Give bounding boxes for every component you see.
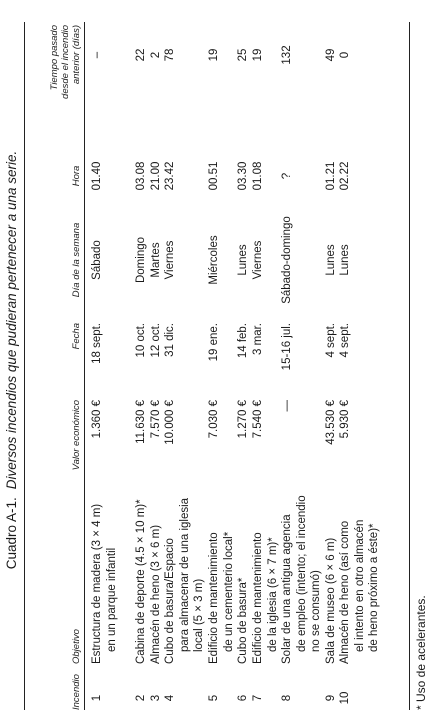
- header-objetivo: Objetivo: [71, 629, 82, 664]
- cell-objetivo: en un parque infantil: [105, 547, 118, 652]
- cell-objetivo: local (5 × 3 m): [193, 578, 205, 652]
- cell-hora: 23.42: [164, 161, 176, 191]
- cell-objetivo: Cubo de basura/Espacio: [164, 538, 176, 664]
- cell-hora: 21.00: [150, 161, 162, 191]
- cell-dia: Martes: [150, 242, 162, 278]
- cell-valor: 7.030 €: [208, 400, 220, 439]
- cell-hora: 01.08: [252, 161, 264, 191]
- cell-dia: Lunes: [325, 244, 337, 276]
- cell-objetivo: de heno próximo a éste)*: [368, 523, 380, 652]
- cell-valor: 7.540 €: [252, 400, 264, 439]
- cell-valor: 1.270 €: [237, 400, 249, 439]
- cell-tiempo: –: [91, 51, 103, 59]
- cell-dia: Sábado-domingo: [281, 216, 293, 304]
- cell-dia: Domingo: [135, 236, 147, 284]
- cell-objetivo: de la iglesia (6 × 7 m)*: [266, 537, 279, 652]
- cell-tiempo: 0: [339, 51, 351, 59]
- cell-hora: 01.21: [325, 161, 337, 191]
- cell-objetivo: Edificio de mantenimiento: [252, 532, 264, 664]
- cell-dia: Viernes: [164, 240, 176, 280]
- cell-objetivo: Estructura de madera (3 × 4 m): [91, 503, 103, 664]
- cell-objetivo: Solar de una antigua agencia: [281, 514, 293, 664]
- cell-dia: Sábado: [91, 240, 103, 280]
- cell-valor: 5.930 €: [339, 400, 351, 439]
- cell-dia: Viernes: [252, 240, 264, 280]
- header-hora: Hora: [71, 165, 82, 187]
- cell-hora: 03.30: [237, 161, 249, 191]
- cell-objetivo: el intento en otro almacén: [353, 519, 366, 652]
- header-tiempo-line-3: anterior (días): [71, 25, 82, 85]
- cell-incendio: 4: [164, 694, 176, 702]
- cell-fecha: 10 oct.: [135, 323, 147, 358]
- cell-incendio: 2: [135, 694, 147, 702]
- cell-tiempo: 25: [237, 48, 249, 62]
- cell-tiempo: 132: [281, 45, 293, 65]
- cell-objetivo: Almacén de heno (3 × 6 m): [150, 524, 162, 664]
- cell-incendio: 8: [281, 694, 293, 702]
- caption-label: Cuadro A-1.: [4, 497, 19, 570]
- cell-tiempo: 49: [325, 48, 337, 62]
- cell-valor: 43.530 €: [325, 400, 337, 445]
- cell-objetivo: de empleo (intento; el incendio: [295, 495, 308, 652]
- cell-incendio: 1: [91, 694, 103, 702]
- cell-objetivo: Sala de museo (6 × 6 m): [325, 537, 337, 664]
- cell-fecha: 12 oct.: [150, 323, 162, 358]
- caption-title: Diversos incendios que pudieran pertenecer a una serie.: [4, 150, 19, 490]
- cell-dia: Lunes: [237, 244, 249, 276]
- cell-tiempo: 19: [252, 48, 264, 62]
- cell-fecha: 4 sept.: [339, 323, 351, 358]
- header-tiempo: [49, 25, 82, 130]
- cell-tiempo: 78: [164, 48, 176, 62]
- header-rule: [84, 22, 85, 710]
- cell-incendio: 3: [150, 694, 162, 702]
- header-dia: Día de la semana: [71, 222, 82, 298]
- cell-objetivo: Cabina de deporte (4.5 × 10 m)*: [135, 499, 147, 664]
- cell-fecha: 18 sept.: [91, 323, 103, 364]
- cell-tiempo: 22: [135, 48, 147, 62]
- cell-hora: 02.22: [339, 161, 351, 191]
- cell-dia: Miércoles: [208, 235, 220, 285]
- cell-objetivo: no se consumó): [310, 570, 322, 652]
- cell-hora: 00.51: [208, 161, 220, 191]
- cell-valor: 1.360 €: [91, 400, 103, 439]
- header-tiempo-line-2: desde el incendio: [60, 25, 71, 99]
- header-valor: Valor económico: [71, 400, 82, 471]
- bottom-rule: [409, 22, 410, 710]
- cell-incendio: 9: [325, 694, 337, 702]
- cell-incendio: 6: [237, 694, 249, 702]
- cell-fecha: 19 ene.: [208, 323, 220, 362]
- cell-fecha: 31 dic.: [164, 323, 176, 357]
- cell-incendio: 10: [339, 691, 351, 705]
- cell-fecha: 14 feb.: [237, 323, 249, 359]
- top-rule: [24, 22, 25, 710]
- cell-valor: 11.630 €: [135, 400, 147, 444]
- header-fecha: Fecha: [71, 323, 82, 350]
- header-tiempo-line-1: Tiempo pasado: [49, 25, 60, 91]
- cell-objetivo: Edificio de mantenimiento: [208, 532, 220, 664]
- cell-objetivo: para almacenar de una iglesia: [178, 497, 191, 652]
- table-caption: [4, 0, 19, 720]
- cell-valor: —: [281, 400, 293, 412]
- cell-fecha: 3 mar.: [252, 323, 264, 355]
- cell-objetivo: Cubo de basura*: [237, 577, 249, 664]
- footnote: * Uso de acelerantes.: [414, 595, 428, 710]
- cell-hora: 03.08: [135, 161, 147, 191]
- cell-fecha: 4 sept.: [325, 323, 337, 358]
- cell-hora: 01.40: [91, 161, 103, 191]
- cell-tiempo: 19: [208, 48, 220, 62]
- cell-incendio: 7: [252, 694, 264, 702]
- cell-valor: 7.570 €: [150, 400, 162, 439]
- cell-objetivo: Almacén de heno (así como: [339, 520, 351, 664]
- cell-valor: 10.000 €: [164, 400, 176, 445]
- cell-dia: Lunes: [339, 244, 351, 276]
- cell-fecha: 15-16 jul.: [281, 323, 293, 371]
- cell-objetivo: de un cementerio local*: [222, 531, 235, 652]
- cell-hora: ?: [281, 172, 293, 180]
- cell-incendio: 5: [208, 694, 220, 702]
- cell-tiempo: 2: [150, 51, 162, 59]
- header-incendio: Incendio: [71, 674, 82, 710]
